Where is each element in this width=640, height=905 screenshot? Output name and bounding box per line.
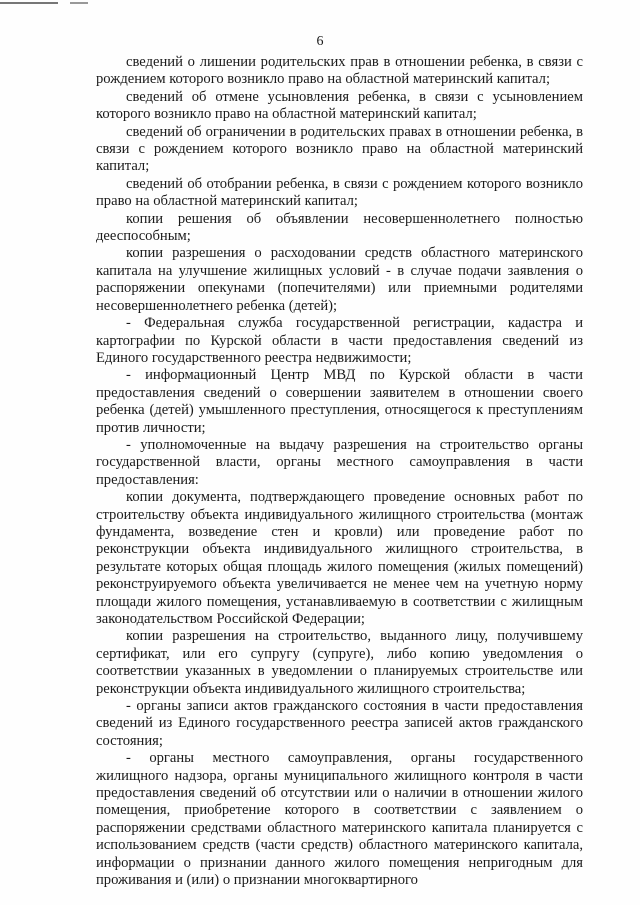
- paragraph: копии решения об объявлении несовершеннолетнего полностью дееспособным;: [96, 210, 583, 245]
- scan-mark-line: [70, 2, 88, 4]
- paragraph: сведений о лишении родительских прав в отношении ребенка, в связи с рождением которого возникло право на областной материнский капитал;: [96, 54, 583, 88]
- page-number: 6: [316, 34, 324, 49]
- scan-edge-mark: [0, 0, 140, 6]
- paragraph: - информационный Центр МВД по Курской области в части предоставления сведений о совершении заявителем в отношении своего ребенка (детей) умышленного преступления, относящегося к преступлениям против личности;: [96, 367, 583, 436]
- paragraph: копии разрешения о расходовании средств областного материнского капитала на улучшение жилищных условий - в случае подачи заявления о распоряжении опекунами (попечителями) или приемными родителями несовершеннолетнего ребенка (детей);: [96, 245, 583, 314]
- paragraph: копии документа, подтверждающего проведение основных работ по строительству объекта индивидуального жилищного строительства (монтаж фундамента, возведение стен и кровли) или проведение работ по реконструкции объекта индивидуального жилищного строительства, в результате которых общая площадь жилого помещения (жилых помещений) реконструируемого объекта увеличивается не менее чем на учетную норму площади жилого помещения, устанавливаемую в соответствии с жилищным законодательством Российской Федерации;: [96, 489, 583, 627]
- paragraph: - Федеральная служба государственной регистрации, кадастра и картографии по Курской области в части предоставления сведений из Единого государственного реестра недвижимости;: [96, 315, 583, 366]
- paragraph: сведений об отобрании ребенка, в связи с рождением которого возникло право на областной материнский капитал;: [96, 175, 583, 210]
- paragraph: копии разрешения на строительство, выданного лицу, получившему сертификат, или его супругу (супруге), либо копию уведомления о соответствии указанных в уведомлении о планируемых строительстве или реконструкции объекта индивидуального жилищного строительства;: [96, 628, 583, 697]
- paragraph: - органы местного самоуправления, органы государственного жилищного надзора, органы муниципального жилищного контроля в части предоставления сведений об отсутствии или о наличии в отношении жилого помещения, приобретение которого в соответствии с заявлением о распоряжении средствами областного материнского капитала планируется с использованием средств (части средств) областного материнского капитала, информации о признании данного жилого помещения непригодным для проживания и (или) о признании многоквартирного: [96, 750, 583, 889]
- paragraph: - органы записи актов гражданского состояния в части предоставления сведений из Единого государственного реестра записей актов гражданского состояния;: [96, 698, 583, 749]
- paragraph: сведений об отмене усыновления ребенка, в связи с усыновлением которого возникло право на областной материнский капитал;: [96, 88, 583, 123]
- paragraph: - уполномоченные на выдачу разрешения на строительство органы государственной власти, органы местного самоуправления в части предоставления:: [96, 436, 583, 488]
- scan-mark-line: [0, 2, 58, 4]
- paragraph: сведений об ограничении в родительских правах в отношении ребенка, в связи с рождением которого возникло право на областной материнский капитал;: [96, 123, 583, 175]
- document-body: [96, 54, 583, 890]
